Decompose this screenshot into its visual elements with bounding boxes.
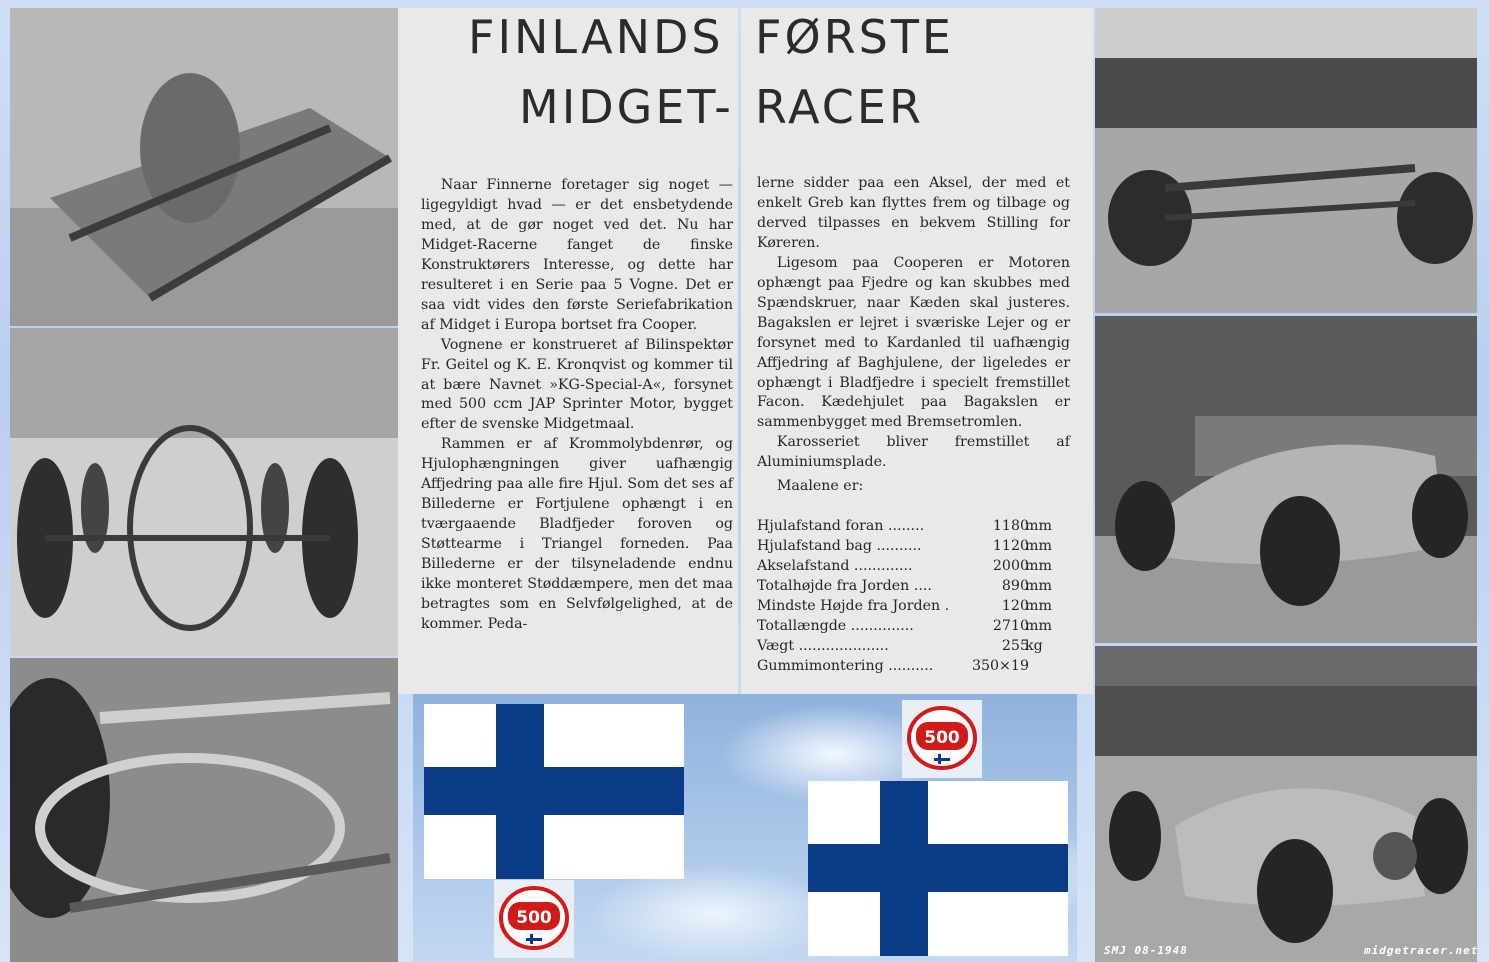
headline-midget: MIDGET-: [519, 80, 734, 134]
spec-row: Vægt .................... 255 kg: [757, 637, 1043, 654]
paragraph: lerne sidder paa een Aksel, der med et enkelt Greb kan flyttes frem og tilbage og derved tilpasses en bekvem Stilling for Køreren.: [757, 175, 1070, 251]
spec-row: Gummimontering .......... 350×19: [757, 657, 1029, 674]
midget-500-badge: [494, 880, 574, 958]
paragraph: Karosseriet bliver fremstillet af Aluminiumsplade.: [757, 434, 1070, 471]
photo-chassis-top: [10, 8, 398, 326]
sky-background: [413, 694, 1077, 962]
photo-car-body-side: [1095, 316, 1477, 643]
spec-row: Totalhøjde fra Jorden .... 890 mm: [757, 577, 1052, 594]
spec-row: Totallængde .............. 2710 mm: [757, 617, 1052, 634]
spec-row: Hjulafstand bag .......... 1120 mm: [757, 537, 1052, 554]
site-credit: midgetracer.net: [1364, 944, 1479, 957]
badge-text: 500: [516, 908, 552, 928]
paragraph: Naar Finnerne foretager sig noget — ligegyldigt hvad — er det ensbetydende med, at de gør noget ved det. Nu har Midget-Racerne fanget de finske Konstruktørers Interesse, og dette har resulteret i en Serie paa 5 Vogne. Det er saa vidt vides den første Seriefabrikation af Midget i Europa bortset fra Cooper.: [421, 177, 733, 333]
spec-row: Hjulafstand foran ........ 1180 mm: [757, 518, 1052, 534]
photo-chassis-detail: [10, 658, 398, 962]
paragraph: Ligesom paa Cooperen er Motoren ophængt paa Fjedre og kan skubbes med Spændskruer, naar Kæden skal justeres. Bagakslen er lejret i sværiske Lejer og er forsynet med to Kardanled til uafhængig Affjedring af Baghjulene, der ligeledes er ophængt i Bladfjedre i specielt fremstillet Facon. Kædehjulet paa Bagakslen er sammenbygget med Bremsetromlen.: [757, 254, 1070, 431]
midget-500-badge: [902, 700, 982, 778]
specs-table: [757, 517, 1087, 677]
finland-flag-left: [424, 704, 684, 879]
headline-racer: RACER: [755, 80, 924, 134]
headline-forste: FØRSTE: [755, 10, 954, 64]
article-column-right: [757, 174, 1070, 497]
headline-finlands: FINLANDS: [468, 10, 724, 64]
spec-row: Mindste Højde fra Jorden . 120 mm: [757, 597, 1052, 614]
photo-chassis-front: [10, 328, 398, 656]
specs-heading: Maalene er:: [776, 478, 864, 495]
badge-text: 500: [924, 728, 960, 748]
photo-car-front: [1095, 646, 1477, 962]
finland-flag-right: [808, 781, 1068, 956]
paragraph: Rammen er af Krommolybdenrør, og Hjulophængningen giver uafhængig Affjedring paa alle fire Hjul. Som det ses af Billederne er Fortjulene ophængt i en tværgaaende Bladfjeder foroven og Støttearme i Triangel forneden. Paa Billederne er der tilsyneladende endnu ikke monteret Støddæmpere, men det maa betragtes som en Selvfølgelighed, at de kommer. Peda-: [421, 436, 733, 632]
paragraph: Vognene er konstrueret af Bilinspektør Fr. Geitel og K. E. Kronqvist og kommer til at bære Navnet »KG-Special-A«, forsynet med 500 ccm JAP Sprinter Motor, bygget efter de svenske Midgetmaal.: [421, 336, 733, 433]
spec-row: Akselafstand ............. 2000 mm: [757, 557, 1052, 574]
source-credit: SMJ 08-1948: [1104, 944, 1188, 957]
photo-car-side: [1095, 8, 1477, 313]
article-column-left: [421, 176, 733, 635]
